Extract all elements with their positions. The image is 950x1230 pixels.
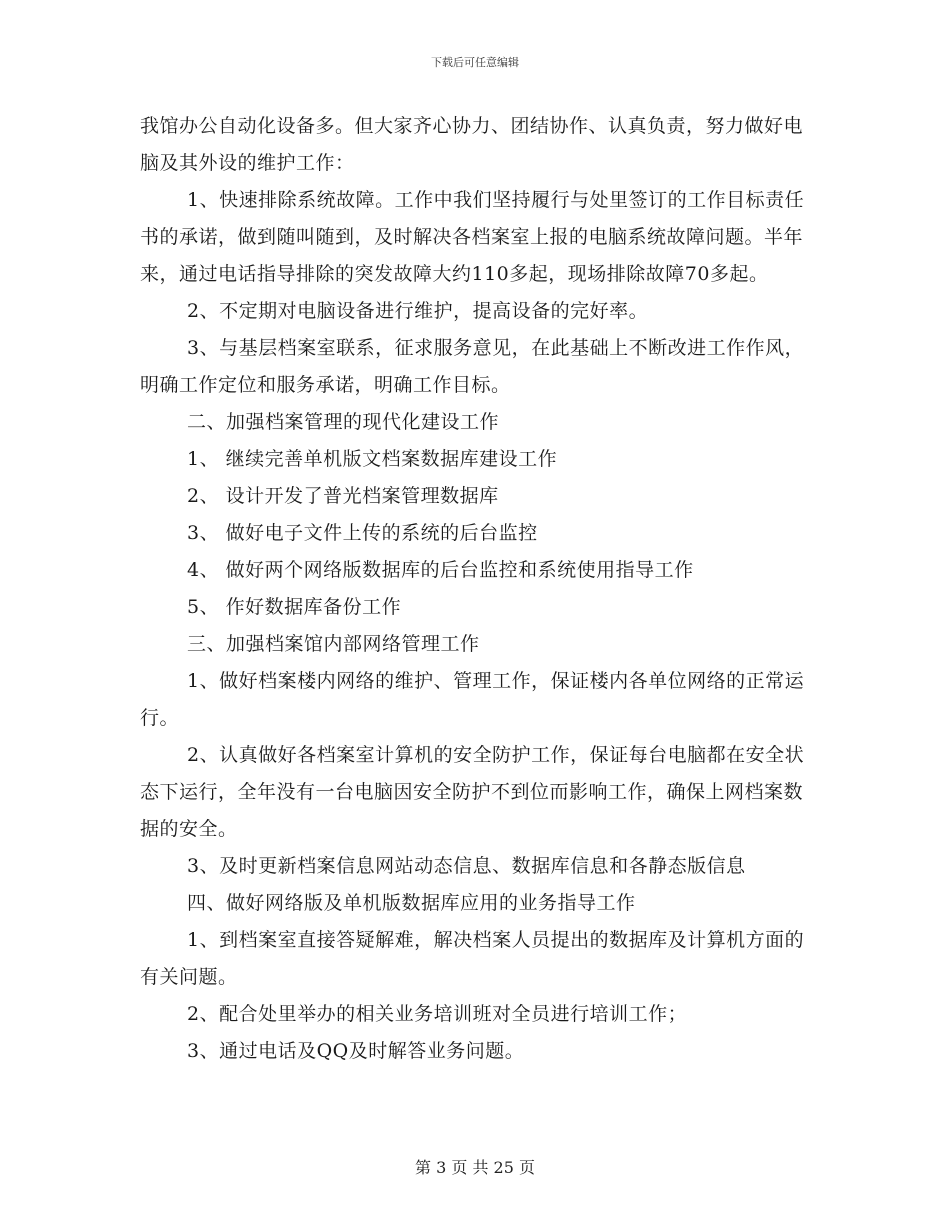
paragraph: 1、到档案室直接答疑解难，解决档案人员提出的数据库及计算机方面的有关问题。 (140, 929, 805, 988)
list-item: 3、 做好电子文件上传的系统的后台监控 (187, 522, 538, 544)
paragraph: 3、通过电话及QQ及时解答业务问题。 (187, 1040, 525, 1062)
section-heading: 三、加强档案馆内部网络管理工作 (187, 633, 480, 655)
page-header: 下载后可任意编辑 (431, 56, 519, 69)
paragraph: 3、与基层档案室联系，征求服务意见，在此基础上不断改进工作作风，明确工作定位和服务承诺，明确工作目标。 (140, 337, 805, 396)
paragraph: 2、不定期对电脑设备进行维护，提高设备的完好率。 (187, 300, 649, 322)
list-item: 4、 做好两个网络版数据库的后台监控和系统使用指导工作 (187, 559, 694, 581)
list-item: 5、 作好数据库备份工作 (187, 596, 402, 618)
section-heading: 四、做好网络版及单机版数据库应用的业务指导工作 (187, 892, 636, 914)
list-item: 2、 设计开发了普光档案管理数据库 (187, 485, 499, 507)
document-body (140, 108, 812, 1070)
paragraph: 我馆办公自动化设备多。但大家齐心协力、团结协作、认真负责，努力做好电脑及其外设的维护工作： (140, 115, 804, 174)
paragraph: 2、配合处里举办的相关业务培训班对全员进行培训工作； (187, 1003, 688, 1025)
paragraph: 2、认真做好各档案室计算机的安全防护工作，保证每台电脑都在安全状态下运行，全年没有一台电脑因安全防护不到位而影响工作，确保上网档案数据的安全。 (140, 744, 805, 840)
list-item: 1、 继续完善单机版文档案数据库建设工作 (187, 448, 558, 470)
page-footer: 第 3 页 共 25 页 (415, 1158, 535, 1177)
paragraph: 1、快速排除系统故障。工作中我们坚持履行与处里签订的工作目标责任书的承诺，做到随叫随到，及时解决各档案室上报的电脑系统故障问题。半年来，通过电话指导排除的突发故障大约110多起，现场排除故障70多起。 (140, 189, 805, 285)
section-heading: 二、加强档案管理的现代化建设工作 (187, 411, 500, 433)
paragraph: 3、及时更新档案信息网站动态信息、数据库信息和各静态版信息 (187, 855, 746, 877)
paragraph: 1、做好档案楼内网络的维护、管理工作，保证楼内各单位网络的正常运行。 (140, 670, 805, 729)
